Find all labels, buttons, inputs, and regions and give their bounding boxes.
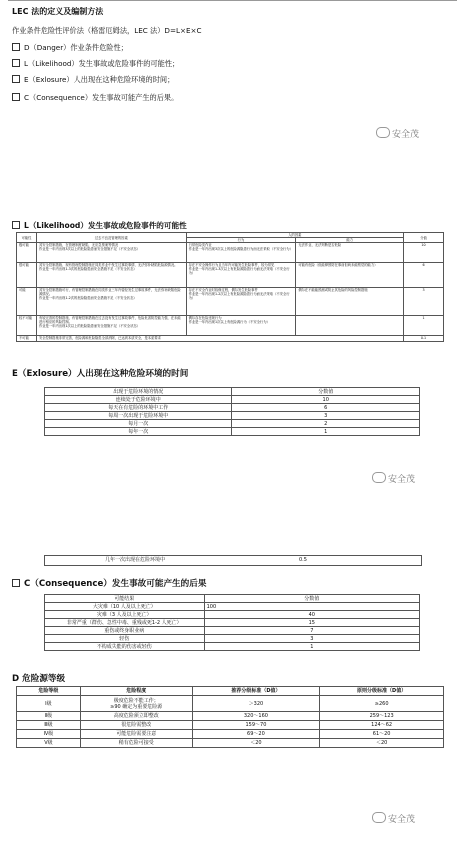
checkbox-icon xyxy=(12,93,20,101)
header-recommended: 推荐分级标准（D值） xyxy=(192,687,320,696)
header-human: 人的因素 xyxy=(186,233,403,238)
row-cases: 安全控制措施非常完善，危险源和危险隐患全部消除，已达到本质安全，是本质要求 xyxy=(36,336,403,342)
header-cases: 过去不良及管理的因素 xyxy=(36,233,186,243)
row-name: 较不可能 xyxy=(17,316,37,336)
row-score: 0.1 xyxy=(404,336,444,342)
table-row: 每年一次 1 xyxy=(45,428,420,436)
intro-item-c: C（Consequence）发生事故可能产生的后果。 xyxy=(12,93,178,103)
intro-title: LEC 法的定义及编制方法 xyxy=(12,7,104,16)
table-header-row xyxy=(17,687,444,696)
table-row xyxy=(17,263,444,288)
intro-item-l: L（Likelihood）发生事故或危险事件的可能性； xyxy=(12,59,179,69)
checkbox-icon xyxy=(12,59,20,67)
table-row: 每月一次 2 xyxy=(45,420,420,428)
c-section-title: C（Consequence）发生事故可能产生的后果 xyxy=(12,577,206,589)
table-row: 每周一次出现于危险环境中 3 xyxy=(45,412,420,420)
table-row xyxy=(17,336,444,342)
header-situation: 出现于危险环境的情况 xyxy=(45,388,232,396)
watermark: 安全茂 xyxy=(372,472,415,485)
table-row: Ⅲ级 很危险需整改 159～70 124～62 xyxy=(17,721,444,730)
watermark: 安全茂 xyxy=(372,812,415,825)
row-name: 不可能 xyxy=(17,336,37,342)
row-cases: 其安全控制措施可行，有管理控制措施在同类作业三年内曾经发生过事故事件，无法弥补缺陷危险源情况。 作业是一年内出现1-2次的危险隐患而安全措施不足（不安全状态） xyxy=(36,288,186,316)
row-ability: 无法作业、无法判断是否危险 xyxy=(296,243,404,263)
table-row: Ⅱ级 高度危险须立即整改 320～160 259～123 xyxy=(17,712,444,721)
top-border xyxy=(8,0,457,1)
checkbox-icon xyxy=(12,75,20,83)
header-ability: 能力 xyxy=(296,238,404,243)
header-behavior: 行为 xyxy=(186,238,296,243)
likelihood-table xyxy=(16,232,444,342)
e-section-title: E（Exlosure）人出现在这种危险环境的时间 xyxy=(12,369,189,379)
l-section-title: L（Likelihood）发生事故或危险事件的可能性 xyxy=(12,220,187,231)
checkbox-icon xyxy=(12,43,20,51)
row-behavior: 偶尔存在危险违规行为 作业是一年内出现1次以上有危险源行为（不安全行为） xyxy=(186,316,296,336)
header-score: 分数值 xyxy=(204,595,419,603)
table-row: 连续处于危险环境中 10 xyxy=(45,396,420,404)
row-score: 6 xyxy=(404,263,444,288)
intro-item-e: E（Exlosure）人出现在这种危险环境的时间； xyxy=(12,75,174,85)
row-cases: 其安全控制措施、现有管理控制措施在同类作业中发生过事故事情、无法弥补缺陷危险源情况。 作业是一年内出现1-3次的危险隐患而安全措施不足（不安全状态） xyxy=(36,263,186,288)
wechat-icon xyxy=(376,127,390,138)
table-row: 非常严重（群伤、急性中毒、重残或死1-2 人死亡） 15 xyxy=(45,619,420,627)
watermark: 安全茂 xyxy=(376,127,419,140)
row-behavior: 存在不安全操作行为且当年内可能发生危险事件，较为常见 作业是一年内出现1-3次以上有危险源隐患行为而无法采取（不安全行为） xyxy=(186,263,296,288)
table-header-row xyxy=(45,388,420,396)
row-ability: 偶尔在不能能预测或防止其危险的风险控制措施 xyxy=(296,288,404,316)
intro-item-d: D（Danger）作业条件危险性； xyxy=(12,43,128,53)
table-row xyxy=(17,243,444,263)
table-row: Ⅳ级 可能危险需要注意 69～20 61～20 xyxy=(17,730,444,739)
row-score: 10 xyxy=(404,243,444,263)
d-section-title: D 危险源等级 xyxy=(12,674,66,684)
table-row: Ⅴ级 稍有危险可接受 ＜20 ＜20 xyxy=(17,739,444,748)
header-score: 分数值 xyxy=(232,388,420,396)
row-behavior: 日常危险类作业 作业是一年内出现3次以上的危险源隐患行为而无法采取（不安全行为） xyxy=(186,243,296,263)
checkbox-icon xyxy=(12,579,20,587)
table-row xyxy=(17,288,444,316)
intro-formula: 作业条件危险性评价法（格雷厄姆法，LEC 法）D=L×E×C xyxy=(12,26,202,35)
row-cases: 其安全控制措施，在管理制度缺陷，无应急预案等情况 作业是一年内出现3次以上的危险隐患而安全措施不足（不安全状态） xyxy=(36,243,186,263)
row-name: 很可能 xyxy=(17,263,37,288)
row-score: 3 xyxy=(404,288,444,316)
table-row: 灾难（3 人及以上死亡） 40 xyxy=(45,611,420,619)
exposure-extra-row: 几年一次出现在危险环境中 0.5 xyxy=(44,555,422,566)
table-row: 大灾难（10 人及以上死亡） 100 xyxy=(45,603,420,611)
row-cases: 有较完善的控制措施，有管理控制措施在过去没有发生过事故事件，危险危害防控能力强，在未能进行相应的风险控制。 作业是一年内出现1次以上的危险隐患而安全措施不足（不安全状态） xyxy=(36,316,186,336)
table-row: Ⅰ级 极度危险不能工作； ≥90 确定为重要危险源 ＞320 ≥260 xyxy=(17,696,444,712)
row-name: 极可能 xyxy=(17,243,37,263)
header-level: 危险等级 xyxy=(17,687,81,696)
header-score: 分值 xyxy=(404,233,444,243)
header-possibility: 可能性 xyxy=(17,233,37,243)
row-score: 1 xyxy=(404,316,444,336)
exposure-table xyxy=(44,387,420,436)
row-name: 可能 xyxy=(17,288,37,316)
hazard-level-table xyxy=(16,686,444,748)
row-ability xyxy=(296,316,404,336)
table-row: 不构成失能的伤害或轻伤 1 xyxy=(45,643,420,651)
table-row: 轻伤 3 xyxy=(45,635,420,643)
row-ability: 可能有危险（但能够预防在事前但尚未能察觉的能力） xyxy=(296,263,404,288)
checkbox-icon xyxy=(12,221,20,229)
consequence-table xyxy=(44,594,420,651)
row-behavior: 存在不安全作业时检修过程，偶尔发生危险事件 作业是一年内出现1-2次以上有危险源隐患行为而无法采取（不安全行为） xyxy=(186,288,296,316)
table-row: 重伤或终身职业病 7 xyxy=(45,627,420,635)
table-row: 每天在有危险的环境中工作 6 xyxy=(45,404,420,412)
header-degree: 危险程度 xyxy=(80,687,192,696)
wechat-icon xyxy=(372,472,386,483)
header-principle: 原则分级标准（D值） xyxy=(320,687,444,696)
table-header-row xyxy=(45,595,420,603)
table-row xyxy=(17,316,444,336)
header-result: 可能结果 xyxy=(45,595,205,603)
wechat-icon xyxy=(372,812,386,823)
